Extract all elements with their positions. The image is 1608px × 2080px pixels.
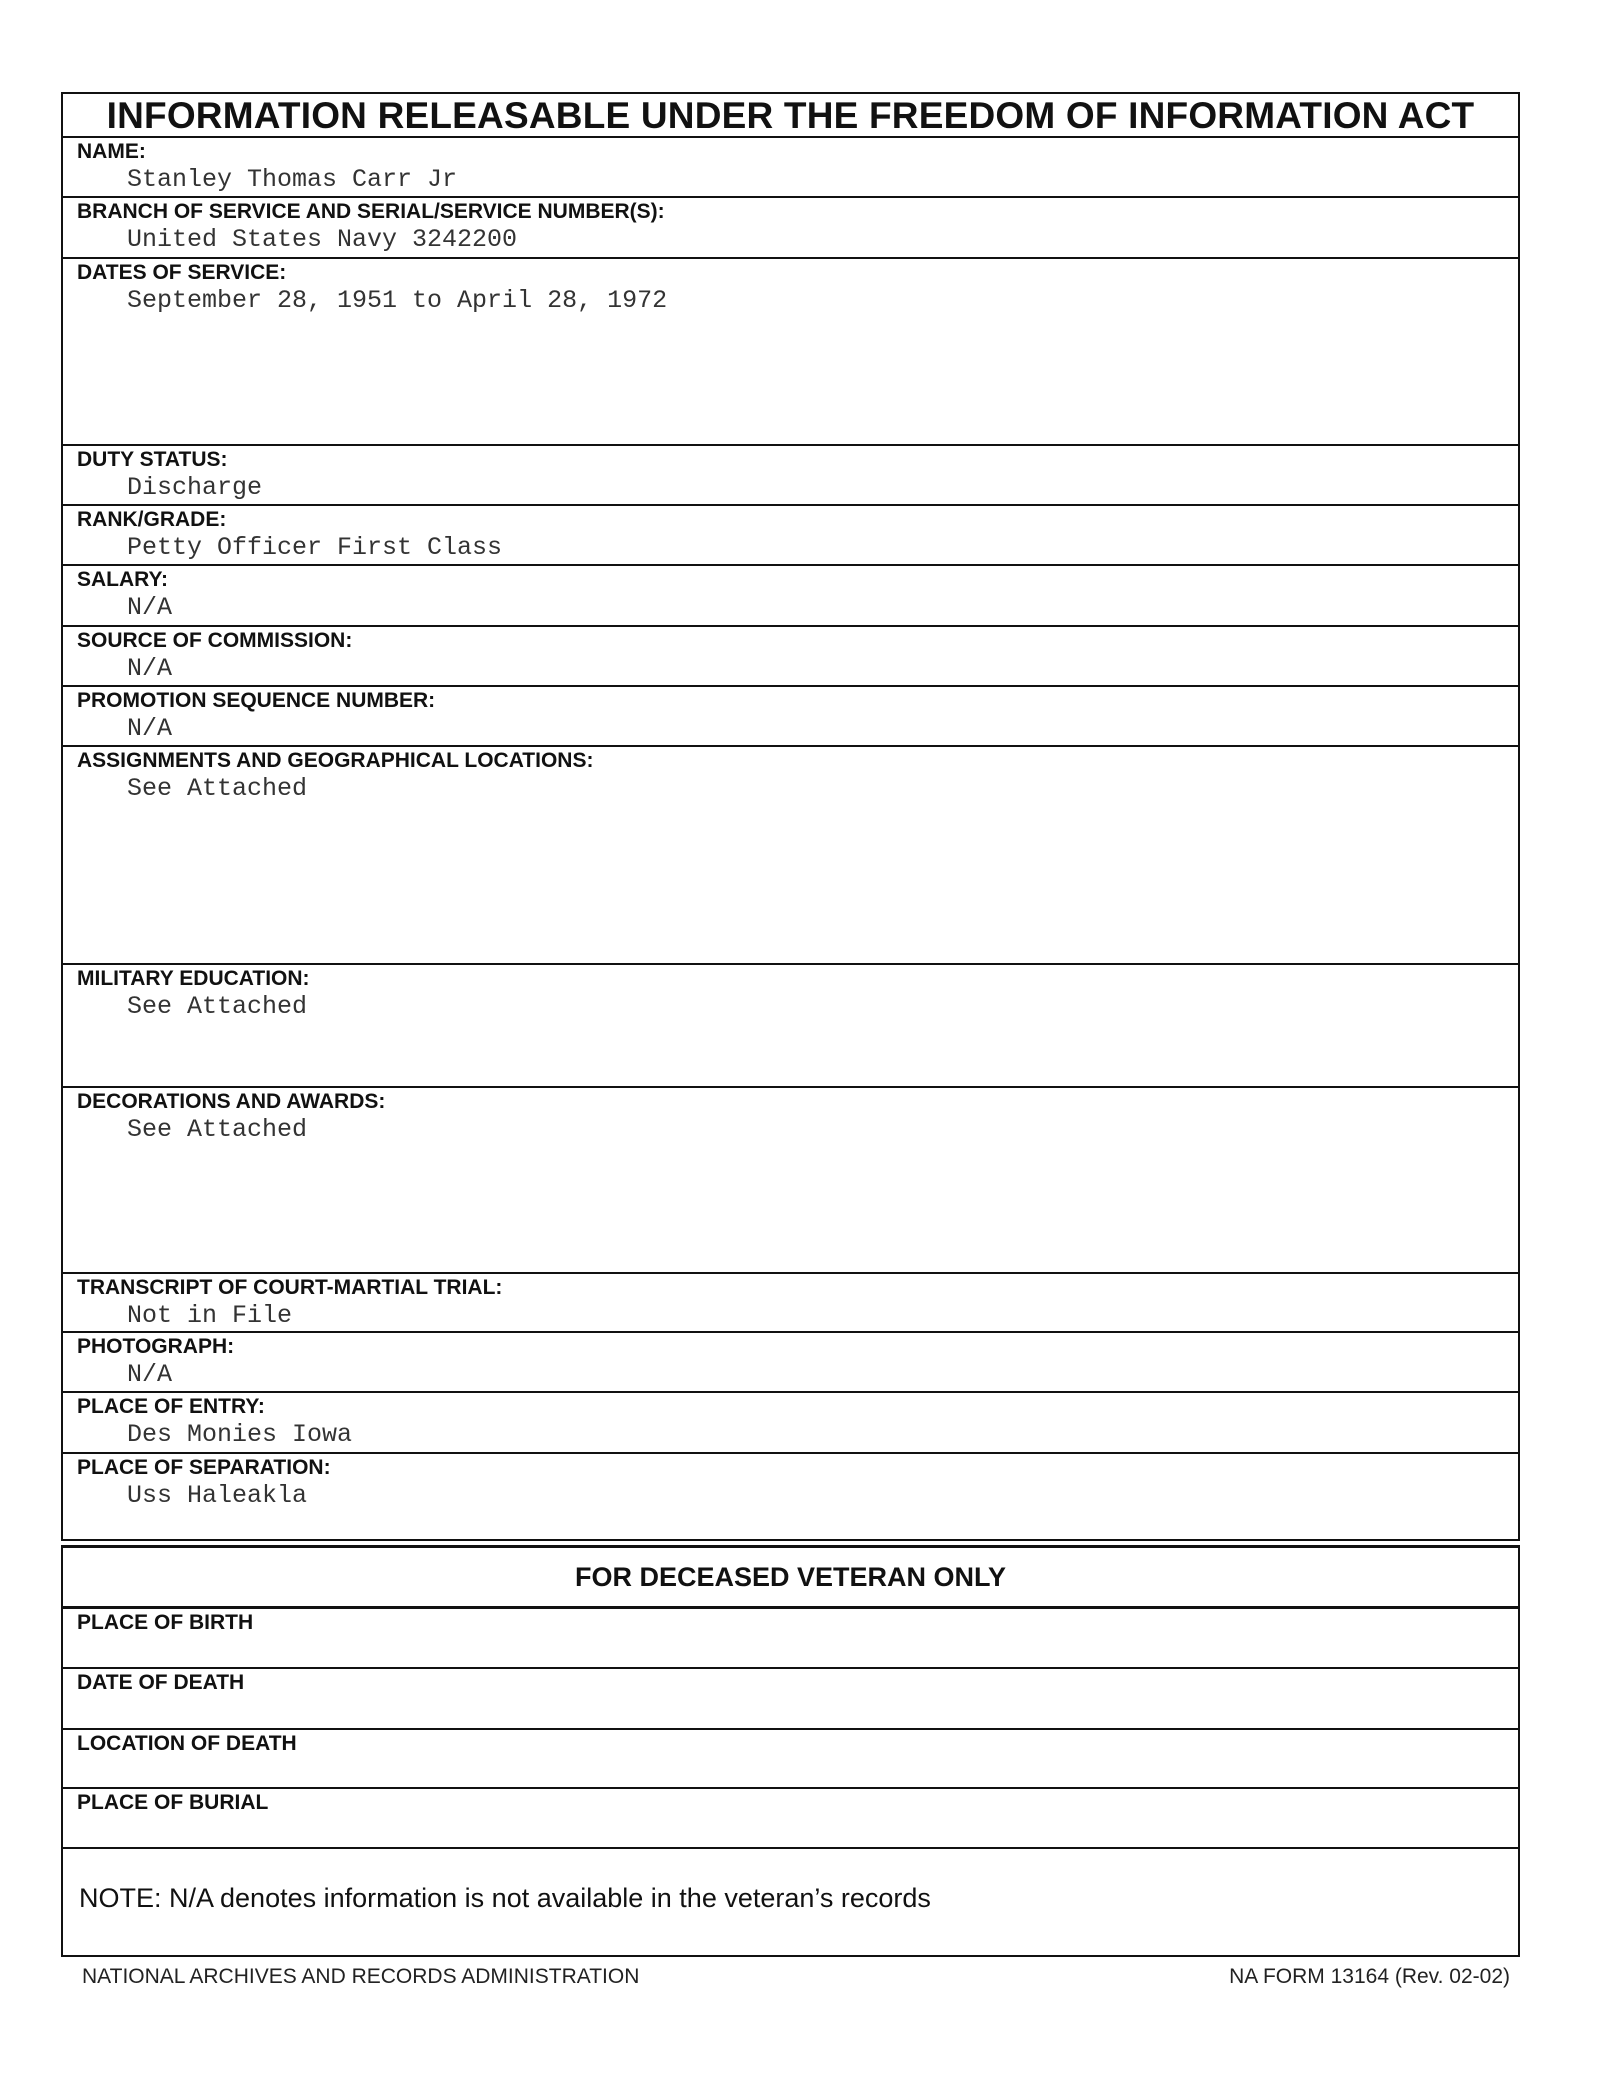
field-place-of-entry <box>61 1393 1520 1454</box>
deceased-section-heading: FOR DECEASED VETERAN ONLY <box>61 1545 1520 1609</box>
field-photograph <box>61 1333 1520 1393</box>
field-value: Petty Officer First Class <box>127 533 503 562</box>
field-label: PLACE OF ENTRY: <box>77 1395 265 1418</box>
field-value: September 28, 1951 to April 28, 1972 <box>127 286 668 315</box>
field-value: Discharge <box>127 473 263 502</box>
field-label: DATE OF DEATH <box>77 1671 245 1694</box>
field-branch-serial <box>61 198 1520 259</box>
field-label: PHOTOGRAPH: <box>77 1335 235 1358</box>
field-label: BRANCH OF SERVICE AND SERIAL/SERVICE NUMBER(S): <box>77 200 665 223</box>
field-label: LOCATION OF DEATH <box>77 1732 297 1755</box>
field-assignments <box>61 747 1520 965</box>
field-label: NAME: <box>77 140 146 163</box>
field-value: Stanley Thomas Carr Jr <box>127 165 458 194</box>
field-label: SALARY: <box>77 568 168 591</box>
field-date-of-death <box>61 1669 1520 1730</box>
field-label: PROMOTION SEQUENCE NUMBER: <box>77 689 436 712</box>
field-place-of-separation <box>61 1454 1520 1541</box>
field-promotion-sequence <box>61 687 1520 747</box>
field-value: Uss Haleakla <box>127 1481 308 1510</box>
field-label: MILITARY EDUCATION: <box>77 967 310 990</box>
field-value: N/A <box>127 593 173 622</box>
field-salary <box>61 566 1520 627</box>
field-value: Not in File <box>127 1301 293 1330</box>
field-rank-grade <box>61 506 1520 566</box>
field-label: DUTY STATUS: <box>77 448 228 471</box>
field-duty-status <box>61 446 1520 506</box>
field-value: N/A <box>127 714 173 743</box>
foia-form <box>61 92 1520 1957</box>
field-label: PLACE OF BURIAL <box>77 1791 269 1814</box>
field-value: N/A <box>127 654 173 683</box>
agency-name: NATIONAL ARCHIVES AND RECORDS ADMINISTRATION <box>82 1965 640 1988</box>
field-court-martial <box>61 1274 1520 1333</box>
field-label: RANK/GRADE: <box>77 508 227 531</box>
field-label: DATES OF SERVICE: <box>77 261 287 284</box>
field-military-education <box>61 965 1520 1088</box>
field-source-of-commission <box>61 627 1520 687</box>
note-box <box>61 1849 1520 1957</box>
field-value: See Attached <box>127 992 308 1021</box>
field-place-of-burial <box>61 1789 1520 1849</box>
field-label: ASSIGNMENTS AND GEOGRAPHICAL LOCATIONS: <box>77 749 594 772</box>
note-text: NOTE: N/A denotes information is not available in the veteran’s records <box>79 1883 931 1913</box>
field-label: DECORATIONS AND AWARDS: <box>77 1090 386 1113</box>
field-label: PLACE OF BIRTH <box>77 1611 254 1634</box>
field-label: TRANSCRIPT OF COURT-MARTIAL TRIAL: <box>77 1276 503 1299</box>
field-value: Des Monies Iowa <box>127 1420 353 1449</box>
field-place-of-birth <box>61 1609 1520 1669</box>
field-name <box>61 138 1520 198</box>
field-label: PLACE OF SEPARATION: <box>77 1456 331 1479</box>
field-dates-of-service <box>61 259 1520 446</box>
field-label: SOURCE OF COMMISSION: <box>77 629 353 652</box>
form-title: INFORMATION RELEASABLE UNDER THE FREEDOM OF INFORMATION ACT <box>61 92 1520 138</box>
field-value: United States Navy 3242200 <box>127 225 518 254</box>
field-location-of-death <box>61 1730 1520 1789</box>
form-number: NA FORM 13164 (Rev. 02-02) <box>1229 1965 1510 1988</box>
field-value: N/A <box>127 1360 173 1389</box>
field-value: See Attached <box>127 1115 308 1144</box>
field-decorations-awards <box>61 1088 1520 1274</box>
field-value: See Attached <box>127 774 308 803</box>
